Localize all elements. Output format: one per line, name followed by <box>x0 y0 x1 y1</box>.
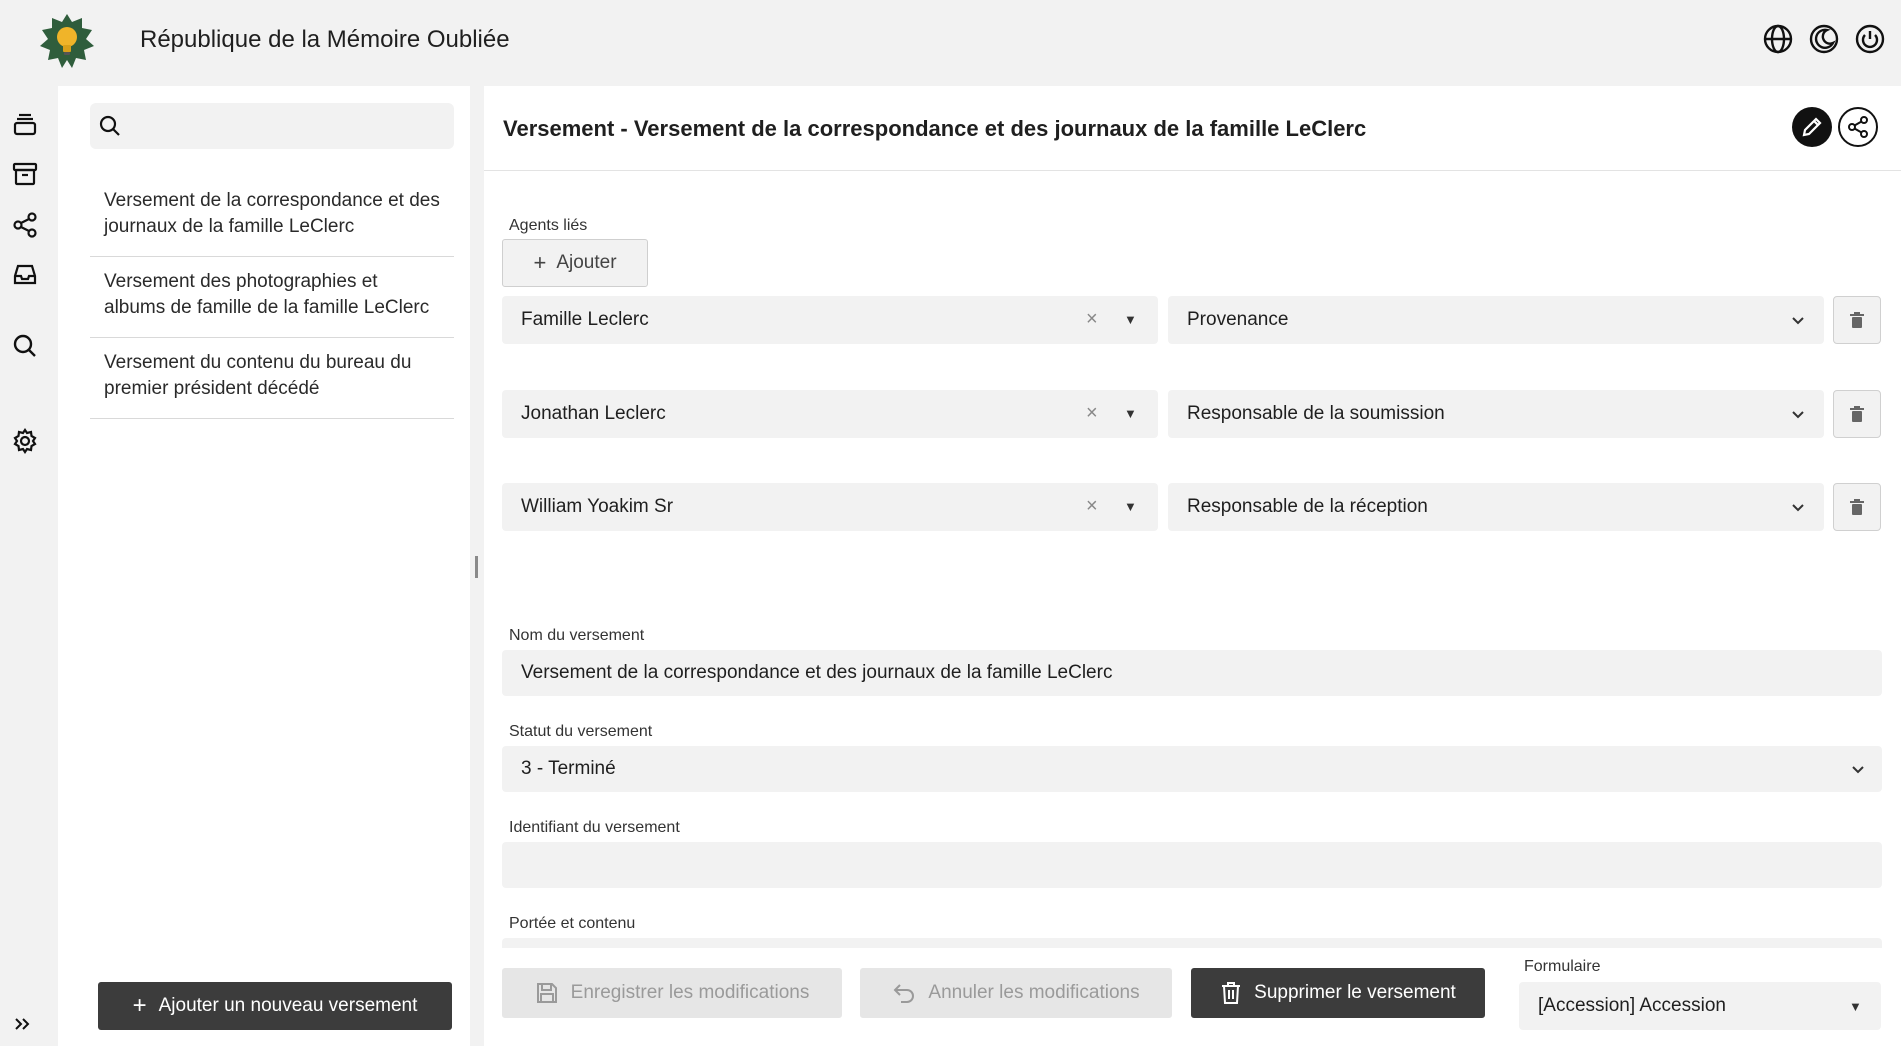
globe-icon[interactable] <box>1760 21 1796 57</box>
list-item-label: Versement du contenu du bureau du premier président décédé <box>104 352 412 399</box>
agent-select[interactable] <box>502 390 1158 438</box>
name-label: Nom du versement <box>509 627 645 644</box>
remove-agent-button[interactable] <box>1833 483 1881 531</box>
chevron-down-icon <box>1788 404 1808 424</box>
clear-icon[interactable]: × <box>1086 495 1098 517</box>
inbox-icon[interactable] <box>10 260 40 290</box>
chevron-down-icon <box>1788 310 1808 330</box>
status-label: Statut du versement <box>509 723 653 740</box>
delete-label: Supprimer le versement <box>1254 982 1456 1003</box>
chevron-down-icon <box>1788 497 1808 517</box>
trash-icon <box>1849 498 1865 516</box>
add-agent-button[interactable] <box>502 239 648 287</box>
agent-select[interactable] <box>502 483 1158 531</box>
identifier-label: Identifiant du versement <box>509 819 680 836</box>
plus-icon: + <box>533 250 547 275</box>
accession-detail <box>484 86 1901 1046</box>
edit-button[interactable] <box>1792 107 1832 147</box>
form-label: Formulaire <box>1524 958 1601 975</box>
accession-list <box>90 176 454 419</box>
form-value: [Accession] Accession <box>1538 995 1726 1016</box>
list-item-label: Versement des photographies et albums de famille de la famille LeClerc <box>104 271 430 318</box>
save-button[interactable] <box>502 968 842 1018</box>
lightbulb-logo-icon <box>38 12 96 70</box>
double-chevron-right-icon[interactable] <box>10 1012 34 1036</box>
nav-rail <box>0 86 58 1046</box>
agent-name: Jonathan Leclerc <box>521 403 666 424</box>
agent-role-select[interactable] <box>1168 390 1824 438</box>
scope-label: Portée et contenu <box>509 915 636 932</box>
caret-down-icon[interactable]: ▼ <box>1124 312 1137 327</box>
share-nodes-icon <box>1846 115 1870 139</box>
identifier-input[interactable] <box>502 842 1882 888</box>
resize-handle[interactable] <box>475 556 478 578</box>
floppy-disk-icon <box>535 981 559 1005</box>
cancel-button[interactable] <box>860 968 1172 1018</box>
status-select[interactable] <box>502 746 1882 792</box>
name-value: Versement de la correspondance et des journaux de la famille LeClerc <box>521 662 1113 683</box>
page-title: Versement - Versement de la correspondance et des journaux de la famille LeClerc <box>503 116 1367 141</box>
caret-down-icon[interactable]: ▼ <box>1124 499 1137 514</box>
share-button[interactable] <box>1838 107 1878 147</box>
plus-icon: + <box>132 992 147 1019</box>
accession-list-panel <box>58 86 470 1046</box>
caret-down-icon[interactable]: ▼ <box>1124 406 1137 421</box>
caret-down-icon: ▼ <box>1849 999 1862 1014</box>
agent-role: Responsable de la soumission <box>1187 403 1445 424</box>
trash-icon <box>1220 981 1242 1005</box>
list-item[interactable] <box>90 257 454 338</box>
chevron-down-icon <box>1848 759 1868 779</box>
moon-icon[interactable] <box>1806 21 1842 57</box>
add-new-accession-label: Ajouter un nouveau versement <box>158 995 418 1016</box>
list-search-input[interactable] <box>130 103 450 149</box>
layers-icon[interactable] <box>10 110 40 140</box>
agent-select[interactable] <box>502 296 1158 344</box>
app-title: République de la Mémoire Oubliée <box>140 26 510 53</box>
delete-button[interactable] <box>1191 968 1485 1018</box>
cancel-label: Annuler les modifications <box>928 982 1140 1003</box>
list-item[interactable] <box>90 338 454 419</box>
add-new-accession-button[interactable] <box>98 982 452 1030</box>
agents-label: Agents liés <box>509 217 588 234</box>
save-label: Enregistrer les modifications <box>570 982 810 1003</box>
panel-resizer[interactable] <box>470 86 484 1046</box>
clear-icon[interactable]: × <box>1086 308 1098 330</box>
share-nodes-icon[interactable] <box>10 210 40 240</box>
undo-icon <box>892 981 916 1005</box>
search-icon <box>98 114 122 138</box>
power-icon[interactable] <box>1852 21 1888 57</box>
remove-agent-button[interactable] <box>1833 296 1881 344</box>
gear-icon[interactable] <box>10 426 40 456</box>
archive-icon[interactable] <box>10 159 40 189</box>
trash-icon <box>1849 311 1865 329</box>
trash-icon <box>1849 405 1865 423</box>
agent-role: Provenance <box>1187 309 1289 330</box>
agent-name: William Yoakim Sr <box>521 496 674 517</box>
search-icon[interactable] <box>10 331 40 361</box>
header-divider <box>484 170 1901 171</box>
agent-role: Responsable de la réception <box>1187 496 1428 517</box>
top-bar <box>0 0 1901 86</box>
list-item-label: Versement de la correspondance et des journaux de la famille LeClerc <box>104 190 440 237</box>
agent-name: Famille Leclerc <box>521 309 649 330</box>
add-agent-label: Ajouter <box>556 252 617 273</box>
remove-agent-button[interactable] <box>1833 390 1881 438</box>
agent-role-select[interactable] <box>1168 296 1824 344</box>
action-bar <box>484 948 1901 1046</box>
name-input[interactable] <box>502 650 1882 696</box>
list-item[interactable] <box>90 176 454 257</box>
pencil-icon <box>1800 115 1824 139</box>
agent-role-select[interactable] <box>1168 483 1824 531</box>
list-search <box>90 103 454 149</box>
clear-icon[interactable]: × <box>1086 402 1098 424</box>
form-select[interactable] <box>1519 982 1881 1030</box>
status-value: 3 - Terminé <box>521 758 616 779</box>
